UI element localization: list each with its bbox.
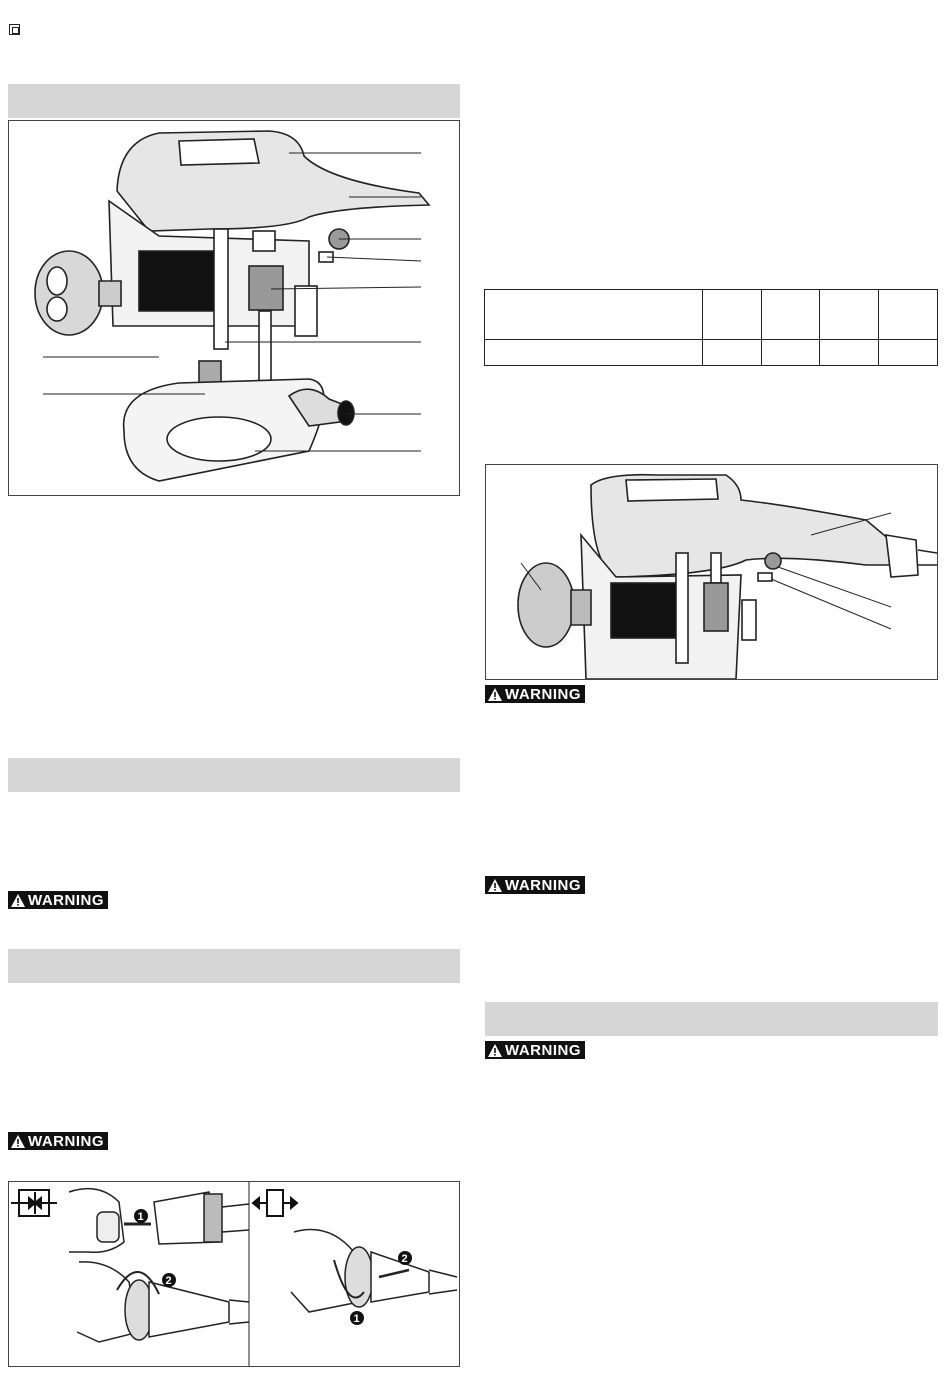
warning-triangle-icon [487,1043,503,1058]
step-marker: 1 [137,1211,144,1223]
spec-cell [879,290,938,340]
spec-cell [820,290,879,340]
warning-text: WARNING [28,1132,104,1150]
step-marker: 1 [353,1313,360,1325]
warning-triangle-icon [487,878,503,893]
step-marker: 2 [165,1275,172,1287]
warning-label [8,891,108,909]
router-illustration [9,121,459,495]
spec-table [484,289,938,366]
spec-cell [485,340,703,366]
warning-triangle-icon [10,1134,26,1149]
warning-triangle-icon [487,687,503,702]
step-marker: 2 [401,1253,408,1265]
warning-text: WARNING [505,876,581,894]
section-header-band [8,84,460,118]
router-overview-figure [8,120,460,496]
spec-cell [761,340,820,366]
cord-illustration [9,1182,459,1366]
double-square-icon [9,24,20,35]
warning-triangle-icon [10,893,26,908]
spec-cell [879,340,938,366]
spec-cell [703,290,762,340]
router-handle-illustration [486,465,937,679]
spec-cell [485,290,703,340]
warning-label [485,685,585,703]
warning-label [485,1041,585,1059]
warning-text: WARNING [505,685,581,703]
spec-cell [761,290,820,340]
section-header-band [8,758,460,792]
section-header-band [485,1002,938,1036]
warning-text: WARNING [505,1041,581,1059]
warning-label [8,1132,108,1150]
disconnect-arrows-icon [253,1190,297,1216]
connect-arrows-icon [11,1190,57,1216]
spec-cell [820,340,879,366]
router-handle-figure [485,464,938,680]
spec-cell [703,340,762,366]
warning-label [485,876,585,894]
warning-text: WARNING [28,891,104,909]
section-header-band [8,949,460,983]
cord-connection-figure [8,1181,460,1367]
